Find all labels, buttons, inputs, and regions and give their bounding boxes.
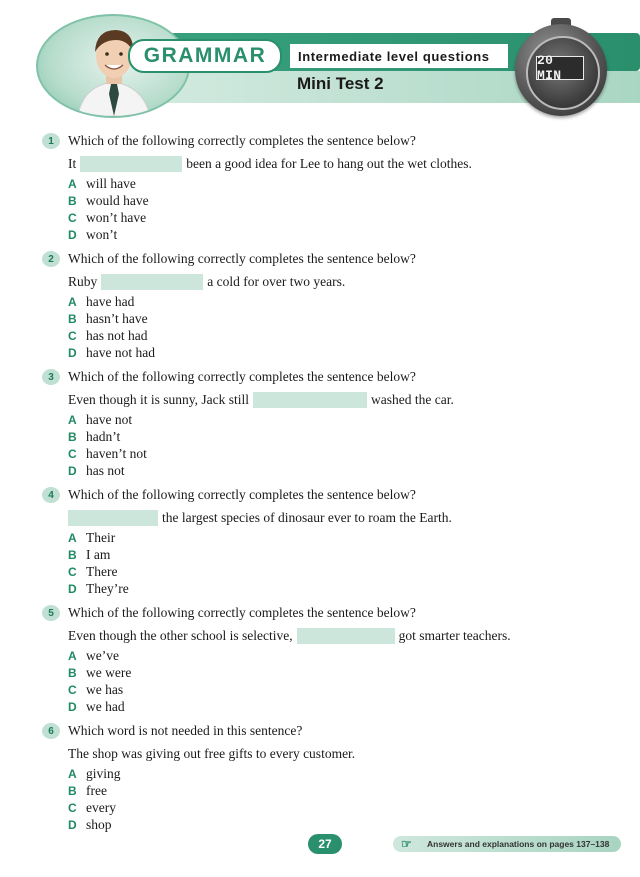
option-letter: D xyxy=(68,463,77,478)
option-letter: B xyxy=(68,311,77,326)
option-text: free xyxy=(86,782,107,798)
option-text: haven’t not xyxy=(86,445,147,461)
question-number: 4 xyxy=(42,487,60,503)
sentence-before: It xyxy=(68,156,77,171)
option-letter: D xyxy=(68,699,77,714)
option-letter: A xyxy=(68,766,77,781)
option-b[interactable] xyxy=(68,664,620,681)
question-prompt: Which of the following correctly completes the sentence below? xyxy=(68,605,416,620)
option-text: we has xyxy=(86,681,124,697)
question-prompt: Which word is not needed in this sentence? xyxy=(68,723,303,738)
sentence-before: Even though the other school is selective, xyxy=(68,628,293,643)
option-text: we were xyxy=(86,664,132,680)
option-a[interactable] xyxy=(68,647,620,664)
option-letter: A xyxy=(68,176,77,191)
sentence-after: a cold for over two years. xyxy=(207,274,346,289)
option-letter: B xyxy=(68,547,77,562)
question-6 xyxy=(40,721,620,833)
level-label: Intermediate level questions xyxy=(290,44,508,68)
sentence-after: washed the car. xyxy=(371,392,454,407)
option-list xyxy=(68,765,620,833)
option-text: I am xyxy=(86,546,111,562)
option-text: hasn’t have xyxy=(86,310,148,326)
sentence-after: the largest species of dinosaur ever to roam the Earth. xyxy=(162,510,452,525)
option-list xyxy=(68,175,620,243)
option-b[interactable] xyxy=(68,192,620,209)
option-d[interactable] xyxy=(68,580,620,597)
question-sentence xyxy=(68,272,620,292)
option-d[interactable] xyxy=(68,816,620,833)
page-header xyxy=(0,0,640,130)
option-d[interactable] xyxy=(68,226,620,243)
option-list xyxy=(68,411,620,479)
answers-reference-text: Answers and explanations on pages 137–138 xyxy=(427,839,610,849)
option-text: have not had xyxy=(86,344,155,360)
option-a[interactable] xyxy=(68,293,620,310)
option-a[interactable] xyxy=(68,529,620,546)
option-text: has not xyxy=(86,462,125,478)
option-letter: A xyxy=(68,412,77,427)
option-b[interactable] xyxy=(68,782,620,799)
question-5 xyxy=(40,603,620,715)
question-number: 2 xyxy=(42,251,60,267)
question-prompt: Which of the following correctly completes the sentence below? xyxy=(68,369,416,384)
option-text: giving xyxy=(86,765,121,781)
question-sentence xyxy=(68,154,620,174)
option-c[interactable] xyxy=(68,799,620,816)
option-list xyxy=(68,293,620,361)
option-text: has not had xyxy=(86,327,148,343)
option-letter: C xyxy=(68,446,77,461)
option-letter: B xyxy=(68,665,77,680)
option-letter: C xyxy=(68,682,77,697)
pointing-hand-icon: ☞ xyxy=(401,837,412,851)
option-letter: A xyxy=(68,530,77,545)
option-letter: A xyxy=(68,294,77,309)
sentence-full: The shop was giving out free gifts to every customer. xyxy=(68,746,356,761)
answer-blank[interactable] xyxy=(101,274,203,290)
option-text: we had xyxy=(86,698,125,714)
answer-blank[interactable] xyxy=(68,510,158,526)
option-letter: D xyxy=(68,227,77,242)
section-label: GRAMMAR xyxy=(128,39,282,73)
option-letter: B xyxy=(68,429,77,444)
question-sentence xyxy=(68,508,620,528)
option-list xyxy=(68,529,620,597)
option-letter: B xyxy=(68,783,77,798)
option-letter: B xyxy=(68,193,77,208)
option-letter: C xyxy=(68,564,77,579)
question-prompt: Which of the following correctly completes the sentence below? xyxy=(68,133,416,148)
sentence-before: Even though it is sunny, Jack still xyxy=(68,392,249,407)
question-number: 6 xyxy=(42,723,60,739)
question-number: 5 xyxy=(42,605,60,621)
option-d[interactable] xyxy=(68,698,620,715)
answer-blank[interactable] xyxy=(253,392,367,408)
option-letter: D xyxy=(68,345,77,360)
option-text: have not xyxy=(86,411,133,427)
option-text: won’t have xyxy=(86,209,147,225)
question-4 xyxy=(40,485,620,597)
question-prompt: Which of the following correctly completes the sentence below? xyxy=(68,251,416,266)
option-letter: D xyxy=(68,817,77,832)
answer-blank[interactable] xyxy=(80,156,182,172)
page-title: Mini Test 2 xyxy=(297,74,384,93)
option-text: we’ve xyxy=(86,647,119,663)
option-a[interactable] xyxy=(68,411,620,428)
option-text: have had xyxy=(86,293,135,309)
question-prompt: Which of the following correctly completes the sentence below? xyxy=(68,487,416,502)
option-text: would have xyxy=(86,192,149,208)
question-2 xyxy=(40,249,620,361)
answer-blank[interactable] xyxy=(297,628,395,644)
option-d[interactable] xyxy=(68,462,620,479)
question-1 xyxy=(40,131,620,243)
timer-label: 20 MIN xyxy=(536,56,584,80)
option-letter: C xyxy=(68,210,77,225)
option-a[interactable] xyxy=(68,175,620,192)
sentence-after: been a good idea for Lee to hang out the wet clothes. xyxy=(186,156,472,171)
option-list xyxy=(68,647,620,715)
option-text: every xyxy=(86,799,116,815)
option-text: There xyxy=(86,563,118,579)
option-b[interactable] xyxy=(68,428,620,445)
option-a[interactable] xyxy=(68,765,620,782)
option-c[interactable] xyxy=(68,681,620,698)
option-text: Their xyxy=(86,529,116,545)
question-sentence xyxy=(68,626,620,646)
option-text: will have xyxy=(86,175,136,191)
option-text: won’t xyxy=(86,226,118,242)
question-3 xyxy=(40,367,620,479)
option-c[interactable] xyxy=(68,327,620,344)
option-text: They’re xyxy=(86,580,129,596)
question-number: 3 xyxy=(42,369,60,385)
option-letter: D xyxy=(68,581,77,596)
sentence-after: got smarter teachers. xyxy=(398,628,511,643)
option-d[interactable] xyxy=(68,344,620,361)
option-letter: A xyxy=(68,648,77,663)
question-sentence xyxy=(68,390,620,410)
option-b[interactable] xyxy=(68,546,620,563)
option-b[interactable] xyxy=(68,310,620,327)
page-number: 27 xyxy=(308,834,342,854)
option-c[interactable] xyxy=(68,209,620,226)
option-letter: C xyxy=(68,800,77,815)
option-text: hadn’t xyxy=(86,428,121,444)
question-list xyxy=(40,131,620,839)
question-sentence xyxy=(68,744,620,764)
sentence-before: Ruby xyxy=(68,274,98,289)
option-letter: C xyxy=(68,328,77,343)
option-text: shop xyxy=(86,816,112,832)
option-c[interactable] xyxy=(68,445,620,462)
answers-reference[interactable] xyxy=(393,836,621,852)
option-c[interactable] xyxy=(68,563,620,580)
question-number: 1 xyxy=(42,133,60,149)
